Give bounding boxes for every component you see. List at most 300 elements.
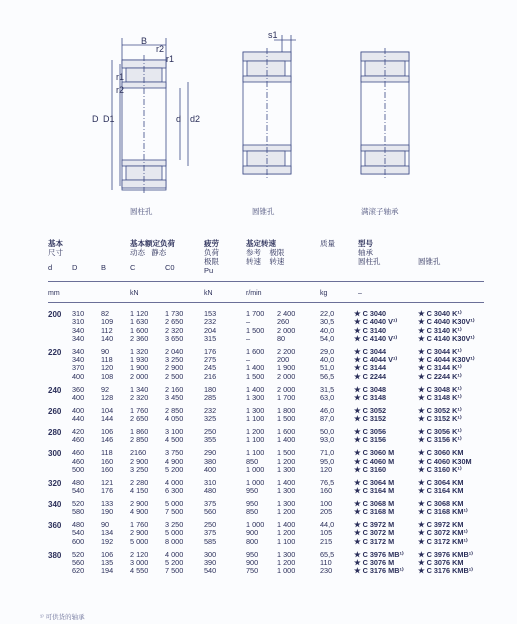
static-load-cell: 3 250 — [165, 520, 184, 530]
static-load-cell: 2 160 — [165, 384, 184, 394]
limiting-speed-cell: 2 000 — [277, 371, 296, 381]
dynamic-load-cell: 1 900 — [130, 363, 149, 373]
fatigue-load-cell: 204 — [204, 325, 217, 335]
units-rule — [48, 302, 484, 303]
limiting-speed-cell: 1 900 — [277, 363, 296, 373]
reference-speed-cell: 1 400 — [246, 384, 265, 394]
limiting-speed-cell: 1 300 — [277, 464, 296, 474]
fatigue-load-cell: 153 — [204, 309, 217, 318]
outer-diameter-cell: 360 — [72, 384, 85, 394]
fatigue-load-cell: 250 — [204, 520, 217, 530]
bore-diameter: 320 — [48, 478, 62, 488]
dynamic-load-cell: 2 850 — [130, 435, 149, 445]
mass-cell: 63,0 — [320, 392, 335, 402]
dynamic-load-cell: 4 550 — [130, 566, 149, 576]
limiting-speed-cell: 1 100 — [277, 536, 296, 546]
mass-cell: 51,0 — [320, 363, 335, 373]
fatigue-load-cell: 480 — [204, 486, 217, 495]
fatigue-load-cell: 380 — [204, 456, 217, 466]
designation-cylindrical-cell: ★ C 3176 MB¹⁾ — [354, 566, 404, 576]
bore-diameter: 200 — [48, 310, 62, 319]
outer-diameter-cell: 310 — [72, 309, 85, 318]
reference-speed-cell: 1 100 — [246, 414, 265, 424]
width-cell: 121 — [101, 477, 114, 487]
mass-cell: 29,0 — [320, 346, 335, 356]
limiting-speed-cell: 2 000 — [277, 384, 296, 394]
mass-cell: 56,5 — [320, 371, 335, 381]
reference-speed-cell: 1 500 — [246, 371, 265, 381]
fatigue-load-cell: 245 — [204, 363, 217, 373]
dim-D1-label: D1 — [103, 114, 115, 124]
designation-tapered-cell: ★ C 3076 KM — [418, 557, 464, 567]
mass-cell: 160 — [320, 486, 333, 495]
mass-cell: 100 — [320, 498, 333, 508]
dynamic-load-cell: 1 340 — [130, 384, 149, 394]
fatigue-load-cell: 310 — [204, 477, 217, 487]
designation-cylindrical-cell: ★ C 4060 M — [354, 456, 395, 466]
dim-r2-left-label: r2 — [116, 85, 125, 95]
dim-d2-label: d2 — [190, 114, 201, 124]
table-row — [0, 567, 517, 575]
designation-tapered-cell: ★ C 3156 K¹⁾ — [418, 435, 462, 445]
designation-tapered-cell: ★ C 3048 K¹⁾ — [418, 384, 462, 394]
static-load-cell: 3 750 — [165, 448, 184, 458]
reference-speed-cell: – — [246, 333, 251, 343]
static-load-cell: 5 000 — [165, 528, 184, 538]
table-row — [0, 466, 517, 474]
reference-speed-cell: 950 — [246, 498, 259, 508]
reference-speed-cell: 900 — [246, 557, 259, 567]
sym-C0: C0 — [165, 263, 175, 272]
reference-speed-cell: 1 400 — [246, 363, 265, 373]
fatigue-load-cell: 325 — [204, 414, 217, 424]
sym-D: D — [72, 263, 78, 272]
fatigue-load-cell: 290 — [204, 448, 217, 458]
limiting-speed-cell: 1 700 — [277, 392, 296, 402]
table-row — [0, 487, 517, 495]
fatigue-load-cell: 560 — [204, 507, 217, 517]
header-fatigue-line2: 负荷 — [204, 248, 219, 257]
static-load-cell: 8 000 — [165, 536, 184, 546]
outer-diameter-cell: 520 — [72, 549, 85, 559]
limiting-speed-cell: 1 000 — [277, 566, 296, 576]
fatigue-load-cell: 250 — [204, 427, 217, 436]
dim-r1-left-label: r1 — [116, 72, 125, 82]
static-load-cell: 4 900 — [165, 456, 184, 466]
mass-cell: 54,0 — [320, 333, 335, 343]
dim-D-label: D — [92, 114, 99, 124]
width-cell: 92 — [101, 384, 110, 394]
sym-C: C — [130, 263, 136, 272]
mass-cell: 120 — [320, 464, 333, 474]
limiting-speed-cell: 2 200 — [277, 346, 296, 356]
dynamic-load-cell: 1 120 — [130, 309, 149, 318]
fatigue-load-cell: 232 — [204, 317, 217, 327]
mass-cell: 71,0 — [320, 448, 335, 458]
dynamic-load-cell: 3 000 — [130, 557, 149, 567]
mass-cell: 40,0 — [320, 355, 335, 365]
table-row — [0, 335, 517, 343]
limiting-speed-cell: 1 800 — [277, 405, 296, 415]
static-load-cell: 2 320 — [165, 325, 184, 335]
outer-diameter-cell: 340 — [72, 325, 85, 335]
outer-diameter-cell: 460 — [72, 456, 85, 466]
header-designation — [358, 239, 381, 266]
limiting-speed-cell: 1 500 — [277, 448, 296, 458]
bore-diameter: 360 — [48, 521, 62, 531]
designation-tapered-cell: ★ C 2244 K¹⁾ — [418, 371, 462, 381]
outer-diameter-cell: 370 — [72, 363, 85, 373]
mass-cell: 87,0 — [320, 414, 335, 424]
header-speed-line1: 基定转速 — [246, 239, 276, 248]
reference-speed-cell: 1 700 — [246, 309, 265, 318]
dynamic-load-cell: 2 900 — [130, 456, 149, 466]
designation-tapered-cell: ★ C 4040 K30V¹⁾ — [418, 317, 475, 327]
dynamic-load-cell: 2 120 — [130, 549, 149, 559]
width-cell: 192 — [101, 536, 114, 546]
header-fatigue-line3: 极限 — [204, 257, 219, 266]
table-row — [0, 394, 517, 402]
limiting-speed-cell: 1 200 — [277, 557, 296, 567]
width-cell: 120 — [101, 363, 114, 373]
header-dimensions-line1: 基本 — [48, 239, 63, 248]
static-load-cell: 7 500 — [165, 507, 184, 517]
designation-tapered-cell: ★ C 3072 KM¹⁾ — [418, 528, 468, 538]
unit-kn-load: kN — [130, 290, 139, 297]
width-cell: 128 — [101, 392, 114, 402]
designation-tapered-cell: ★ C 4060 K30M — [418, 456, 472, 466]
static-load-cell: 5 200 — [165, 557, 184, 567]
fatigue-load-cell: 400 — [204, 464, 217, 474]
designation-tapered-cell: ★ C 3164 KM — [418, 486, 464, 495]
width-cell: 160 — [101, 456, 114, 466]
static-load-cell: 2 040 — [165, 346, 184, 356]
outer-diameter-cell: 580 — [72, 507, 85, 517]
designation-cylindrical-cell: ★ C 3044 — [354, 346, 387, 356]
width-cell: 135 — [101, 557, 114, 567]
width-cell: 118 — [101, 355, 113, 365]
fatigue-load-cell: 216 — [204, 371, 217, 381]
mass-cell: 76,5 — [320, 477, 335, 487]
dynamic-load-cell: 1 760 — [130, 405, 149, 415]
dim-B-label: B — [141, 36, 148, 46]
header-fatigue-symbol: Pu — [204, 266, 214, 275]
header-designation-line2: 轴承 — [358, 248, 373, 257]
designation-cylindrical-cell: ★ C 2244 — [354, 371, 387, 381]
table-row — [0, 373, 517, 381]
designation-tapered-cell: ★ C 3052 K¹⁾ — [418, 405, 462, 415]
unit-dash: – — [358, 290, 362, 297]
dynamic-load-cell: 1 320 — [130, 346, 149, 356]
outer-diameter-cell: 400 — [72, 371, 85, 381]
outer-diameter-cell: 340 — [72, 346, 85, 356]
width-cell: 140 — [101, 333, 114, 343]
dim-d-label: d — [176, 114, 182, 124]
designation-tapered-cell: ★ C 4044 K30V¹⁾ — [418, 355, 475, 365]
reference-speed-cell: 1 000 — [246, 477, 265, 487]
limiting-speed-cell: 1 600 — [277, 427, 296, 436]
outer-diameter-cell: 420 — [72, 427, 85, 436]
width-cell: 144 — [101, 414, 114, 424]
header-rule — [48, 281, 484, 282]
outer-diameter-cell: 400 — [72, 405, 85, 415]
designation-cylindrical-cell: ★ C 3076 M — [354, 557, 395, 567]
dynamic-load-cell: 2 900 — [130, 498, 149, 508]
figure-tapered-bore — [243, 35, 296, 180]
designation-tapered-cell: ★ C 3152 K¹⁾ — [418, 414, 462, 424]
reference-speed-cell: – — [246, 317, 251, 327]
static-load-cell: 7 500 — [165, 566, 184, 576]
limiting-speed-cell: 1 400 — [277, 520, 296, 530]
dim-s1-label: s1 — [268, 30, 278, 40]
fatigue-load-cell: 285 — [204, 392, 217, 402]
mass-cell: 93,0 — [320, 435, 335, 445]
header-speed-line3: 转速 转速 — [246, 257, 285, 266]
table-row — [0, 415, 517, 423]
dynamic-load-cell: 3 250 — [130, 464, 149, 474]
fatigue-load-cell: 585 — [204, 536, 217, 546]
static-load-cell: 3 650 — [165, 333, 184, 343]
dim-r2-top-label: r2 — [156, 44, 165, 54]
width-cell: 160 — [101, 464, 114, 474]
static-load-cell: 4 500 — [165, 435, 184, 445]
limiting-speed-cell: 1 500 — [277, 414, 296, 424]
bore-diameter: 260 — [48, 406, 62, 416]
static-load-cell: 3 100 — [165, 427, 184, 436]
width-cell: 106 — [101, 549, 114, 559]
unit-kn-fatigue: kN — [204, 290, 213, 297]
header-load-line2: 动态 静态 — [130, 248, 167, 257]
reference-speed-cell: 1 100 — [246, 435, 265, 445]
bore-diameter: 300 — [48, 449, 62, 459]
dynamic-load-cell: 4 150 — [130, 486, 149, 495]
designation-cylindrical-cell: ★ C 3156 — [354, 435, 387, 445]
header-dimensions — [48, 239, 63, 257]
width-cell: 133 — [101, 498, 114, 508]
fatigue-load-cell: 232 — [204, 405, 217, 415]
mass-cell: 95,0 — [320, 456, 335, 466]
designation-tapered-cell: ★ C 3144 K¹⁾ — [418, 363, 462, 373]
static-load-cell: 4 000 — [165, 477, 184, 487]
sym-B: B — [101, 263, 107, 272]
outer-diameter-cell: 340 — [72, 333, 85, 343]
designation-tapered-cell: ★ C 3064 KM — [418, 477, 464, 487]
dim-r1-top-label: r1 — [166, 54, 175, 64]
designation-cylindrical-cell: ★ C 3152 — [354, 414, 387, 424]
reference-speed-cell: 850 — [246, 456, 259, 466]
dynamic-load-cell: 2 280 — [130, 477, 149, 487]
outer-diameter-cell: 620 — [72, 566, 85, 576]
reference-speed-cell: 850 — [246, 507, 259, 517]
outer-diameter-cell: 480 — [72, 477, 85, 487]
header-load-line1: 基本额定负荷 — [130, 239, 175, 248]
static-load-cell: 5 200 — [165, 464, 184, 474]
designation-tapered-cell: ★ C 3044 K¹⁾ — [418, 346, 462, 356]
header-designation-line1: 型号 — [358, 239, 373, 248]
fatigue-load-cell: 390 — [204, 557, 217, 567]
bore-diameter: 220 — [48, 347, 62, 357]
reference-speed-cell: 750 — [246, 566, 259, 576]
limiting-speed-cell: 1 400 — [277, 477, 296, 487]
limiting-speed-cell: 1 400 — [277, 435, 296, 445]
reference-speed-cell: – — [246, 355, 251, 365]
dynamic-load-cell: 2 900 — [130, 528, 149, 538]
width-cell: 90 — [101, 346, 110, 356]
designation-tapered-cell: ★ C 3160 K¹⁾ — [418, 464, 462, 474]
dynamic-load-cell: 1 860 — [130, 427, 149, 436]
limiting-speed-cell: 2 400 — [277, 309, 296, 318]
designation-cylindrical-cell: ★ C 3064 M — [354, 477, 395, 487]
mass-cell: 30,5 — [320, 317, 335, 327]
reference-speed-cell: 1 300 — [246, 405, 265, 415]
designation-cylindrical-cell: ★ C 3140 — [354, 325, 387, 335]
dynamic-load-cell: 5 000 — [130, 536, 149, 546]
designation-tapered-cell: ★ C 3168 KM¹⁾ — [418, 507, 468, 517]
designation-tapered-cell: ★ C 3172 KM¹⁾ — [418, 536, 468, 546]
static-load-cell: 1 730 — [165, 309, 184, 318]
limiting-speed-cell: 260 — [277, 317, 290, 327]
width-cell: 108 — [101, 371, 114, 381]
table-row — [0, 436, 517, 444]
table-row — [0, 538, 517, 546]
bore-diameter: 240 — [48, 385, 62, 395]
dynamic-load-cell: 1 930 — [130, 355, 149, 365]
dynamic-load-cell: 2 360 — [130, 333, 149, 343]
dynamic-load-cell: 1 760 — [130, 520, 149, 530]
designation-tapered-cell: ★ C 3976 KMB¹⁾ — [418, 549, 473, 559]
caption-full-complement: 满滚子轴承 — [361, 207, 399, 216]
width-cell: 176 — [101, 486, 114, 495]
mass-cell: 46,0 — [320, 405, 335, 415]
designation-cylindrical-cell: ★ C 3972 M — [354, 520, 395, 530]
limiting-speed-cell: 1 200 — [277, 507, 296, 517]
header-load-ratings — [130, 239, 175, 257]
designation-cylindrical-cell: ★ C 3068 M — [354, 498, 395, 508]
designation-cylindrical-cell: ★ C 3148 — [354, 392, 387, 402]
width-cell: 194 — [101, 566, 114, 576]
mass-cell: 22,0 — [320, 309, 335, 318]
bore-diameter: 380 — [48, 550, 62, 560]
sym-d: d — [48, 263, 53, 272]
static-load-cell: 2 850 — [165, 405, 184, 415]
static-load-cell: 4 000 — [165, 549, 184, 559]
static-load-cell: 2 900 — [165, 363, 184, 373]
static-load-cell: 3 250 — [165, 355, 184, 365]
dynamic-load-cell: 2 320 — [130, 392, 149, 402]
reference-speed-cell: 800 — [246, 536, 259, 546]
outer-diameter-cell: 440 — [72, 414, 85, 424]
mass-cell: 230 — [320, 566, 333, 576]
designation-cylindrical-cell: ★ C 3072 M — [354, 528, 395, 538]
designation-cylindrical-cell: ★ C 3168 M — [354, 507, 395, 517]
designation-cylindrical-cell: ★ C 4044 V¹⁾ — [354, 355, 398, 365]
mass-cell: 105 — [320, 528, 333, 538]
outer-diameter-cell: 460 — [72, 448, 85, 458]
dynamic-load-cell: 2160 — [130, 448, 147, 458]
dynamic-load-cell: 2 650 — [130, 414, 149, 424]
static-load-cell: 5 000 — [165, 498, 184, 508]
mass-cell: 50,0 — [320, 427, 335, 436]
reference-speed-cell: 950 — [246, 549, 259, 559]
width-cell: 112 — [101, 325, 113, 335]
width-cell: 104 — [101, 405, 114, 415]
dynamic-load-cell: 1 630 — [130, 317, 149, 327]
fatigue-load-cell: 375 — [204, 528, 217, 538]
fatigue-load-cell: 176 — [204, 346, 217, 356]
outer-diameter-cell: 400 — [72, 392, 85, 402]
units-row — [0, 290, 517, 300]
fatigue-load-cell: 275 — [204, 355, 217, 365]
mass-cell: 44,0 — [320, 520, 335, 530]
limiting-speed-cell: 1 300 — [277, 549, 296, 559]
outer-diameter-cell: 500 — [72, 464, 85, 474]
reference-speed-cell: 1 100 — [246, 448, 265, 458]
header-speed-line2: 参考 极限 — [246, 248, 285, 257]
reference-speed-cell: 1 600 — [246, 346, 265, 356]
header-speed-ratings — [246, 239, 284, 266]
limiting-speed-cell: 1 300 — [277, 498, 296, 508]
mass-cell: 65,5 — [320, 549, 335, 559]
table-row — [0, 508, 517, 516]
limiting-speed-cell: 1 300 — [277, 486, 296, 495]
fatigue-load-cell: 540 — [204, 566, 217, 576]
designation-tapered-cell: ★ C 3060 KM — [418, 448, 464, 458]
static-load-cell: 3 450 — [165, 392, 184, 402]
designation-cylindrical-cell: ★ C 3060 M — [354, 448, 395, 458]
fatigue-load-cell: 180 — [204, 384, 217, 394]
outer-diameter-cell: 560 — [72, 557, 85, 567]
width-cell: 109 — [101, 317, 114, 327]
designation-cylindrical-cell: ★ C 3164 M — [354, 486, 395, 495]
header-designation-line3: 圆柱孔 — [358, 257, 381, 266]
unit-rmin: r/min — [246, 290, 262, 297]
designation-cylindrical-cell: ★ C 3048 — [354, 384, 387, 394]
header-designation-tapered: 圆锥孔 — [418, 257, 441, 266]
dynamic-load-cell: 1 600 — [130, 325, 149, 335]
width-cell: 90 — [101, 520, 110, 530]
limiting-speed-cell: 1 200 — [277, 528, 296, 538]
designation-tapered-cell: ★ C 3148 K¹⁾ — [418, 392, 462, 402]
reference-speed-cell: 950 — [246, 486, 259, 495]
designation-tapered-cell: ★ C 3068 KM — [418, 498, 464, 508]
fatigue-load-cell: 355 — [204, 435, 217, 445]
reference-speed-cell: 1 000 — [246, 464, 265, 474]
width-cell: 118 — [101, 448, 113, 458]
designation-cylindrical-cell: ★ C 3052 — [354, 405, 387, 415]
designation-cylindrical-cell: ★ C 3144 — [354, 363, 387, 373]
reference-speed-cell: 900 — [246, 528, 259, 538]
limiting-speed-cell: 200 — [277, 355, 290, 365]
designation-tapered-cell: ★ C 3972 KM — [418, 520, 464, 530]
outer-diameter-cell: 540 — [72, 486, 85, 495]
header-mass: 质量 — [320, 239, 335, 248]
fatigue-load-cell: 300 — [204, 549, 217, 559]
designation-tapered-cell: ★ C 3176 KMB¹⁾ — [418, 566, 473, 576]
caption-cylindrical-bore: 圆柱孔 — [130, 207, 153, 216]
outer-diameter-cell: 600 — [72, 536, 85, 546]
caption-tapered-bore: 圆锥孔 — [252, 207, 275, 216]
designation-cylindrical-cell: ★ C 3172 M — [354, 536, 395, 546]
bore-diameter: 280 — [48, 428, 62, 437]
static-load-cell: 2 500 — [165, 371, 184, 381]
unit-mm: mm — [48, 290, 60, 297]
outer-diameter-cell: 520 — [72, 498, 85, 508]
mass-cell: 110 — [320, 557, 332, 567]
width-cell: 106 — [101, 427, 114, 436]
reference-speed-cell: 1 500 — [246, 325, 265, 335]
header-dimensions-line2: 尺寸 — [48, 248, 63, 257]
static-load-cell: 6 300 — [165, 486, 184, 495]
